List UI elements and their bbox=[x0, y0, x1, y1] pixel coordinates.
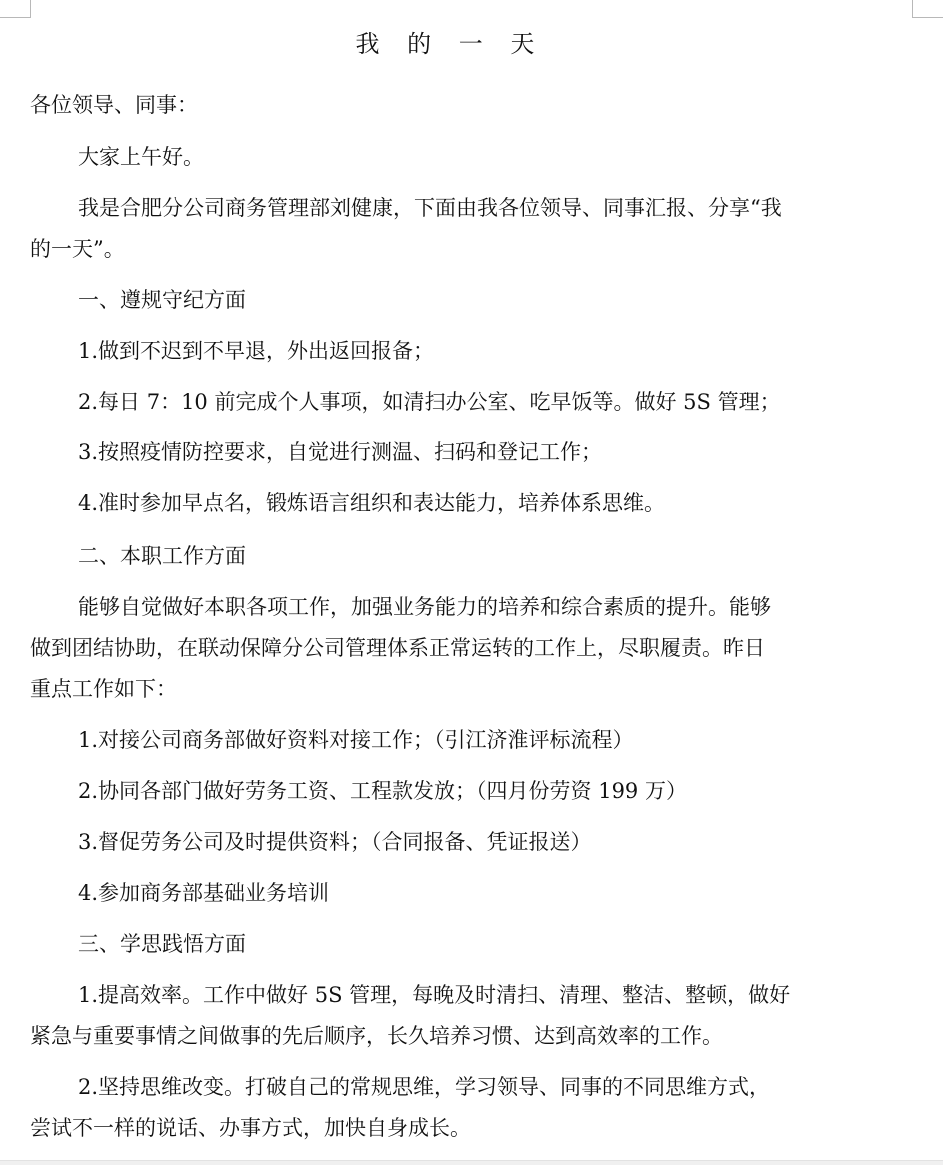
duties-para-line-2: 做到团结协助，在联动保障分公司管理体系正常运转的工作上，尽职履责。昨日 bbox=[30, 636, 765, 660]
list-item: 4.参加商务部基础业务培训 bbox=[78, 881, 330, 905]
learning-item-1-line-2: 紧急与重要事情之间做事的先后顺序，长久培养习惯、达到高效率的工作。 bbox=[30, 1024, 723, 1048]
greeting: 大家上午好。 bbox=[78, 145, 204, 169]
intro-line-1: 我是合肥分公司商务管理部刘健康，下面由我各位领导、同事汇报、分享“我 bbox=[78, 196, 782, 220]
duties-para-line-1: 能够自觉做好本职各项工作，加强业务能力的培养和综合素质的提升。能够 bbox=[78, 595, 771, 619]
document-title: 我 的 一 天 bbox=[355, 30, 545, 58]
learning-item-1-line-1: 1.提高效率。工作中做好 5S 管理，每晚及时清扫、清理、整洁、整顿，做好 bbox=[78, 983, 791, 1007]
section-heading-duties: 二、本职工作方面 bbox=[78, 544, 246, 568]
list-item: 4.准时参加早点名，锻炼语言组织和表达能力，培养体系思维。 bbox=[78, 491, 666, 515]
section-heading-discipline: 一、遵规守纪方面 bbox=[78, 288, 246, 312]
crop-mark-top-left bbox=[0, 0, 31, 18]
section-heading-learning: 三、学思践悟方面 bbox=[78, 932, 246, 956]
learning-item-2-line-2: 尝试不一样的说话、办事方式，加快自身成长。 bbox=[30, 1116, 471, 1140]
list-item: 3.督促劳务公司及时提供资料；（合同报备、凭证报送） bbox=[78, 830, 592, 854]
duties-para-line-3: 重点工作如下： bbox=[30, 677, 177, 701]
crop-mark-top-right bbox=[912, 0, 943, 18]
list-item: 1.对接公司商务部做好资料对接工作；（引江济淮评标流程） bbox=[78, 728, 634, 752]
salutation: 各位领导、同事： bbox=[30, 93, 198, 117]
list-item: 2.每日 7：10 前完成个人事项，如清扫办公室、吃早饭等。做好 5S 管理； bbox=[78, 390, 781, 414]
learning-item-2-line-1: 2.坚持思维改变。打破自己的常规思维，学习领导、同事的不同思维方式， bbox=[78, 1075, 771, 1099]
list-item: 3.按照疫情防控要求，自觉进行测温、扫码和登记工作； bbox=[78, 440, 603, 464]
intro-line-2: 的一天”。 bbox=[30, 237, 125, 261]
list-item: 1.做到不迟到不早退，外出返回报备； bbox=[78, 339, 435, 363]
page-bottom-edge bbox=[0, 1160, 943, 1165]
list-item: 2.协同各部门做好劳务工资、工程款发放；（四月份劳资 199 万） bbox=[78, 779, 687, 803]
